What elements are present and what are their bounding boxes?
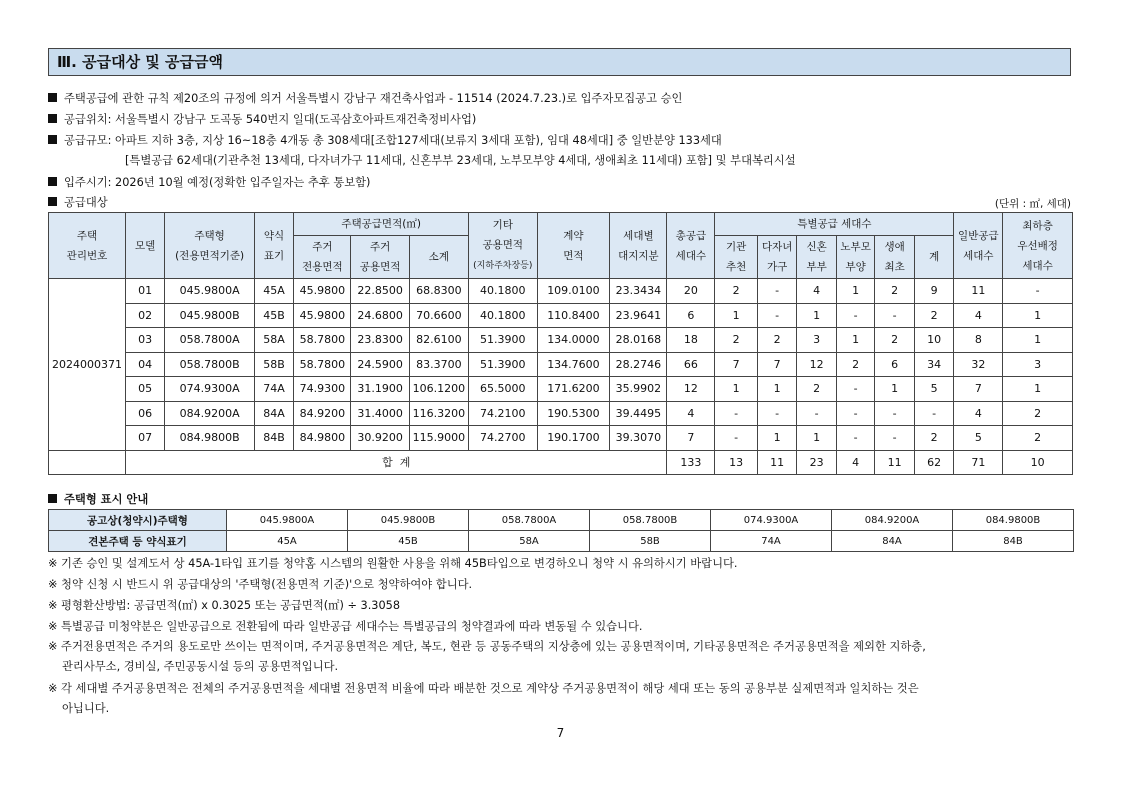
cell-inst: - bbox=[715, 426, 758, 451]
cell-excl: 58.7800 bbox=[294, 328, 351, 353]
bullet-text: 공급대상 bbox=[64, 196, 108, 209]
cell-excl: 58.7800 bbox=[294, 352, 351, 377]
cell-subtotal: 83.3700 bbox=[409, 352, 468, 377]
cell-total: 12 bbox=[667, 377, 715, 402]
cell-sum: - bbox=[914, 401, 954, 426]
display-guide-title: 주택형 표시 안내 bbox=[64, 493, 149, 506]
cell-inst: - bbox=[715, 401, 758, 426]
cell-newly: 2 bbox=[797, 377, 837, 402]
cell-total: 6 bbox=[667, 303, 715, 328]
cell-contract: 190.1700 bbox=[537, 426, 610, 451]
cell-inst: 2 bbox=[715, 279, 758, 304]
bullet-scale-continued: [특별공급 62세대(기관추천 13세대, 다자녀가구 11세대, 신혼부부 23세대, 노부모부양 4세대, 생애최초 11세대) 포함] 및 부대복리시설 bbox=[125, 154, 796, 167]
cell-other: 51.3900 bbox=[468, 328, 537, 353]
note-area-definition-cont: 관리사무소, 경비실, 주민공동시설 등의 공용면적입니다. bbox=[62, 660, 339, 673]
bullet-text: 주택공급에 관한 규칙 제20조의 규정에 의거 서울특별시 강남구 재건축사업과 - 11514 (2024.7.23.)로 입주자모집공고 승인 bbox=[64, 92, 683, 105]
totals-cell-inst: 13 bbox=[715, 450, 758, 475]
cell-sum: 9 bbox=[914, 279, 954, 304]
display-row-abbr bbox=[49, 531, 1074, 552]
totals-cell-total: 133 bbox=[667, 450, 715, 475]
cell-comm: 24.6800 bbox=[351, 303, 409, 328]
table-row bbox=[49, 352, 1073, 377]
cell-type: 084.9200A bbox=[165, 401, 254, 426]
cell-newly: 1 bbox=[797, 426, 837, 451]
cell-total: 7 bbox=[667, 426, 715, 451]
bullet-text: 공급규모: 아파트 지하 3층, 지상 16~18층 4개동 총 308세대[조합127세대(보류지 3세대 포함), 임대 48세대] 중 일반분양 133세대 bbox=[64, 134, 722, 147]
display-abbr-cell: 58A bbox=[469, 531, 590, 552]
cell-elder: 1 bbox=[836, 279, 874, 304]
bullet-move-in bbox=[48, 175, 370, 191]
cell-first: - bbox=[875, 426, 915, 451]
cell-multi: 1 bbox=[757, 426, 797, 451]
cell-comm: 24.5900 bbox=[351, 352, 409, 377]
note-pyeong-conversion: ※ 평형환산방법: 공급면적(㎡) x 0.3025 또는 공급면적(㎡) ÷ 3.3058 bbox=[48, 599, 401, 612]
cell-elder: - bbox=[836, 401, 874, 426]
note-apply-type: ※ 청약 신청 시 반드시 위 공급대상의 '주택형(전용면적 기준)'으로 청약하여야 합니다. bbox=[48, 578, 473, 591]
cell-excl: 45.9800 bbox=[294, 303, 351, 328]
cell-general: 32 bbox=[954, 352, 1003, 377]
cell-general: 4 bbox=[954, 401, 1003, 426]
note-common-area-allocation: ※ 각 세대별 주거공용면적은 전체의 주거공용면적을 세대별 전용면적 비율에 따라 배분한 것으로 계약상 주거공용면적이 해당 세대 또는 동의 공용부분 실제면적과 일치하는 것은 bbox=[48, 682, 919, 695]
header-institution: 기관 추천 bbox=[715, 236, 758, 279]
bullet-approval bbox=[48, 91, 682, 107]
cell-elder: - bbox=[836, 303, 874, 328]
cell-multi: - bbox=[757, 401, 797, 426]
header-common-area: 주거 공용면적 bbox=[351, 236, 409, 279]
cell-other: 74.2100 bbox=[468, 401, 537, 426]
bullet-square-icon bbox=[48, 197, 57, 206]
unit-note: (단위 : ㎡, 세대) bbox=[994, 198, 1071, 210]
header-area-group: 주택공급면적(㎡) bbox=[294, 213, 469, 236]
cell-model: 04 bbox=[125, 352, 165, 377]
cell-comm: 31.1900 bbox=[351, 377, 409, 402]
cell-multi: - bbox=[757, 303, 797, 328]
bullet-text: 공급위치: 서울특별시 강남구 도곡동 540번지 일대(도곡삼호아파트재건축정비사업) bbox=[64, 113, 477, 126]
table-row bbox=[49, 328, 1073, 353]
cell-excl: 84.9200 bbox=[294, 401, 351, 426]
cell-model: 03 bbox=[125, 328, 165, 353]
display-row-announced bbox=[49, 510, 1074, 531]
header-abbr: 약식 표기 bbox=[254, 213, 294, 279]
cell-lowest: 1 bbox=[1003, 377, 1073, 402]
bullet-square-icon bbox=[48, 114, 57, 123]
cell-comm: 30.9200 bbox=[351, 426, 409, 451]
cell-other: 40.1800 bbox=[468, 279, 537, 304]
cell-inst: 1 bbox=[715, 377, 758, 402]
mgmt-no-cell: 2024000371 bbox=[49, 279, 126, 451]
cell-abbr: 84A bbox=[254, 401, 294, 426]
cell-contract: 134.7600 bbox=[537, 352, 610, 377]
cell-model: 07 bbox=[125, 426, 165, 451]
cell-subtotal: 82.6100 bbox=[409, 328, 468, 353]
cell-newly: 1 bbox=[797, 303, 837, 328]
supply-table bbox=[48, 212, 1073, 475]
cell-total: 4 bbox=[667, 401, 715, 426]
cell-newly: - bbox=[797, 401, 837, 426]
note-area-definition: ※ 주거전용면적은 주거의 용도로만 쓰이는 면적이며, 주거공용면적은 계단, 복도, 현관 등 공동주택의 지상층에 있는 공용면적이며, 기타공용면적은 주거공용면적을 제외한 지하층, bbox=[48, 640, 926, 653]
cell-contract: 171.6200 bbox=[537, 377, 610, 402]
cell-elder: 2 bbox=[836, 352, 874, 377]
totals-cell-lowest: 10 bbox=[1003, 450, 1073, 475]
header-special-group: 특별공급 세대수 bbox=[715, 213, 954, 236]
display-type-cell: 084.9200A bbox=[832, 510, 953, 531]
note-45b-change: ※ 기존 승인 및 설계도서 상 45A-1타입 표기를 청약홈 시스템의 원활한 사용을 위해 45B타입으로 변경하오니 청약 시 유의하시기 바랍니다. bbox=[48, 557, 738, 570]
cell-inst: 1 bbox=[715, 303, 758, 328]
display-abbr-cell: 84B bbox=[953, 531, 1074, 552]
cell-elder: - bbox=[836, 377, 874, 402]
cell-multi: 1 bbox=[757, 377, 797, 402]
cell-type: 045.9800B bbox=[165, 303, 254, 328]
note-common-area-allocation-cont: 아닙니다. bbox=[62, 702, 110, 715]
cell-general: 11 bbox=[954, 279, 1003, 304]
header-land-share: 세대별 대지지분 bbox=[610, 213, 667, 279]
cell-sum: 2 bbox=[914, 303, 954, 328]
cell-inst: 2 bbox=[715, 328, 758, 353]
header-newlywed: 신혼 부부 bbox=[797, 236, 837, 279]
cell-first: 2 bbox=[875, 279, 915, 304]
cell-total: 18 bbox=[667, 328, 715, 353]
header-total-supply: 총공급 세대수 bbox=[667, 213, 715, 279]
display-type-cell: 045.9800B bbox=[348, 510, 469, 531]
header-multi-child: 다자녀 가구 bbox=[757, 236, 797, 279]
header-exclusive-area: 주거 전용면적 bbox=[294, 236, 351, 279]
cell-sum: 5 bbox=[914, 377, 954, 402]
totals-cell-general: 71 bbox=[954, 450, 1003, 475]
cell-sum: 2 bbox=[914, 426, 954, 451]
display-abbr-cell: 45A bbox=[227, 531, 348, 552]
cell-other: 40.1800 bbox=[468, 303, 537, 328]
display-guide-table bbox=[48, 509, 1074, 552]
header-special-sum: 계 bbox=[914, 236, 954, 279]
table-row bbox=[49, 377, 1073, 402]
note-special-unsubscribed: ※ 특별공급 미청약분은 일반공급으로 전환됨에 따라 일반공급 세대수는 특별공급의 청약결과에 따라 변동될 수 있습니다. bbox=[48, 620, 643, 633]
cell-lowest: 1 bbox=[1003, 303, 1073, 328]
cell-abbr: 45B bbox=[254, 303, 294, 328]
display-guide-heading bbox=[48, 492, 148, 508]
cell-contract: 190.5300 bbox=[537, 401, 610, 426]
display-row-label-abbr: 견본주택 등 약식표기 bbox=[49, 531, 227, 552]
cell-type: 045.9800A bbox=[165, 279, 254, 304]
cell-contract: 109.0100 bbox=[537, 279, 610, 304]
cell-land: 39.3070 bbox=[610, 426, 667, 451]
cell-first: 1 bbox=[875, 377, 915, 402]
cell-elder: - bbox=[836, 426, 874, 451]
totals-cell-newly: 23 bbox=[797, 450, 837, 475]
cell-first: - bbox=[875, 303, 915, 328]
cell-land: 28.0168 bbox=[610, 328, 667, 353]
cell-total: 20 bbox=[667, 279, 715, 304]
totals-cell-first: 11 bbox=[875, 450, 915, 475]
display-type-cell: 074.9300A bbox=[711, 510, 832, 531]
cell-general: 5 bbox=[954, 426, 1003, 451]
cell-subtotal: 106.1200 bbox=[409, 377, 468, 402]
totals-cell-elder: 4 bbox=[836, 450, 874, 475]
bullet-square-icon bbox=[48, 177, 57, 186]
section-title: Ⅲ. 공급대상 및 공급금액 bbox=[48, 48, 1071, 76]
cell-multi: 7 bbox=[757, 352, 797, 377]
cell-type: 058.7800A bbox=[165, 328, 254, 353]
table-row bbox=[49, 401, 1073, 426]
cell-other: 51.3900 bbox=[468, 352, 537, 377]
bullet-location bbox=[48, 112, 476, 128]
bullet-scale bbox=[48, 133, 722, 149]
header-other-common: 기타 공용면적 (지하주차장등) bbox=[468, 213, 537, 279]
cell-general: 7 bbox=[954, 377, 1003, 402]
cell-abbr: 58A bbox=[254, 328, 294, 353]
cell-newly: 4 bbox=[797, 279, 837, 304]
display-type-cell: 058.7800B bbox=[590, 510, 711, 531]
page-number: 7 bbox=[556, 726, 565, 740]
header-first-time: 생애 최초 bbox=[875, 236, 915, 279]
table-row bbox=[49, 279, 1073, 304]
cell-model: 05 bbox=[125, 377, 165, 402]
cell-total: 66 bbox=[667, 352, 715, 377]
header-model: 모델 bbox=[125, 213, 165, 279]
cell-abbr: 58B bbox=[254, 352, 294, 377]
cell-excl: 84.9800 bbox=[294, 426, 351, 451]
cell-contract: 134.0000 bbox=[537, 328, 610, 353]
bullet-square-icon bbox=[48, 93, 57, 102]
header-type: 주택형 (전용면적기준) bbox=[165, 213, 254, 279]
totals-label: 합 계 bbox=[125, 450, 667, 475]
cell-subtotal: 115.9000 bbox=[409, 426, 468, 451]
cell-general: 4 bbox=[954, 303, 1003, 328]
cell-model: 02 bbox=[125, 303, 165, 328]
cell-excl: 45.9800 bbox=[294, 279, 351, 304]
cell-multi: 2 bbox=[757, 328, 797, 353]
bullet-square-icon bbox=[48, 494, 57, 503]
cell-excl: 74.9300 bbox=[294, 377, 351, 402]
cell-first: - bbox=[875, 401, 915, 426]
cell-lowest: 2 bbox=[1003, 426, 1073, 451]
totals-row bbox=[49, 450, 1073, 475]
cell-other: 65.5000 bbox=[468, 377, 537, 402]
header-subtotal: 소계 bbox=[409, 236, 468, 279]
cell-elder: 1 bbox=[836, 328, 874, 353]
cell-subtotal: 68.8300 bbox=[409, 279, 468, 304]
header-mgmt-no: 주택 관리번호 bbox=[49, 213, 126, 279]
totals-blank-cell bbox=[49, 450, 126, 475]
cell-sum: 34 bbox=[914, 352, 954, 377]
cell-land: 28.2746 bbox=[610, 352, 667, 377]
cell-abbr: 84B bbox=[254, 426, 294, 451]
display-abbr-cell: 74A bbox=[711, 531, 832, 552]
cell-abbr: 45A bbox=[254, 279, 294, 304]
cell-comm: 23.8300 bbox=[351, 328, 409, 353]
table-row bbox=[49, 303, 1073, 328]
cell-inst: 7 bbox=[715, 352, 758, 377]
display-type-cell: 084.9800B bbox=[953, 510, 1074, 531]
cell-general: 8 bbox=[954, 328, 1003, 353]
display-abbr-cell: 84A bbox=[832, 531, 953, 552]
cell-multi: - bbox=[757, 279, 797, 304]
cell-lowest: 1 bbox=[1003, 328, 1073, 353]
display-type-cell: 045.9800A bbox=[227, 510, 348, 531]
header-general-supply: 일반공급 세대수 bbox=[954, 213, 1003, 279]
cell-comm: 22.8500 bbox=[351, 279, 409, 304]
cell-land: 35.9902 bbox=[610, 377, 667, 402]
cell-first: 6 bbox=[875, 352, 915, 377]
cell-type: 058.7800B bbox=[165, 352, 254, 377]
header-elderly: 노부모 부양 bbox=[836, 236, 874, 279]
display-abbr-cell: 45B bbox=[348, 531, 469, 552]
display-abbr-cell: 58B bbox=[590, 531, 711, 552]
cell-lowest: - bbox=[1003, 279, 1073, 304]
cell-type: 074.9300A bbox=[165, 377, 254, 402]
cell-comm: 31.4000 bbox=[351, 401, 409, 426]
display-row-label-announced: 공고상(청약시)주택형 bbox=[49, 510, 227, 531]
totals-cell-multi: 11 bbox=[757, 450, 797, 475]
table-row bbox=[49, 426, 1073, 451]
cell-subtotal: 70.6600 bbox=[409, 303, 468, 328]
cell-lowest: 3 bbox=[1003, 352, 1073, 377]
header-contract-area: 계약 면적 bbox=[537, 213, 610, 279]
cell-sum: 10 bbox=[914, 328, 954, 353]
cell-land: 39.4495 bbox=[610, 401, 667, 426]
display-type-cell: 058.7800A bbox=[469, 510, 590, 531]
cell-lowest: 2 bbox=[1003, 401, 1073, 426]
cell-subtotal: 116.3200 bbox=[409, 401, 468, 426]
cell-model: 01 bbox=[125, 279, 165, 304]
cell-newly: 12 bbox=[797, 352, 837, 377]
bullet-supply-target bbox=[48, 195, 108, 211]
cell-contract: 110.8400 bbox=[537, 303, 610, 328]
cell-other: 74.2700 bbox=[468, 426, 537, 451]
header-lowest-floor: 최하층 우선배정 세대수 bbox=[1003, 213, 1073, 279]
cell-newly: 3 bbox=[797, 328, 837, 353]
bullet-text: 입주시기: 2026년 10월 예정(정확한 입주일자는 추후 통보함) bbox=[64, 176, 371, 189]
cell-abbr: 74A bbox=[254, 377, 294, 402]
cell-type: 084.9800B bbox=[165, 426, 254, 451]
bullet-square-icon bbox=[48, 135, 57, 144]
totals-cell-sum: 62 bbox=[914, 450, 954, 475]
cell-land: 23.9641 bbox=[610, 303, 667, 328]
cell-land: 23.3434 bbox=[610, 279, 667, 304]
cell-first: 2 bbox=[875, 328, 915, 353]
cell-model: 06 bbox=[125, 401, 165, 426]
